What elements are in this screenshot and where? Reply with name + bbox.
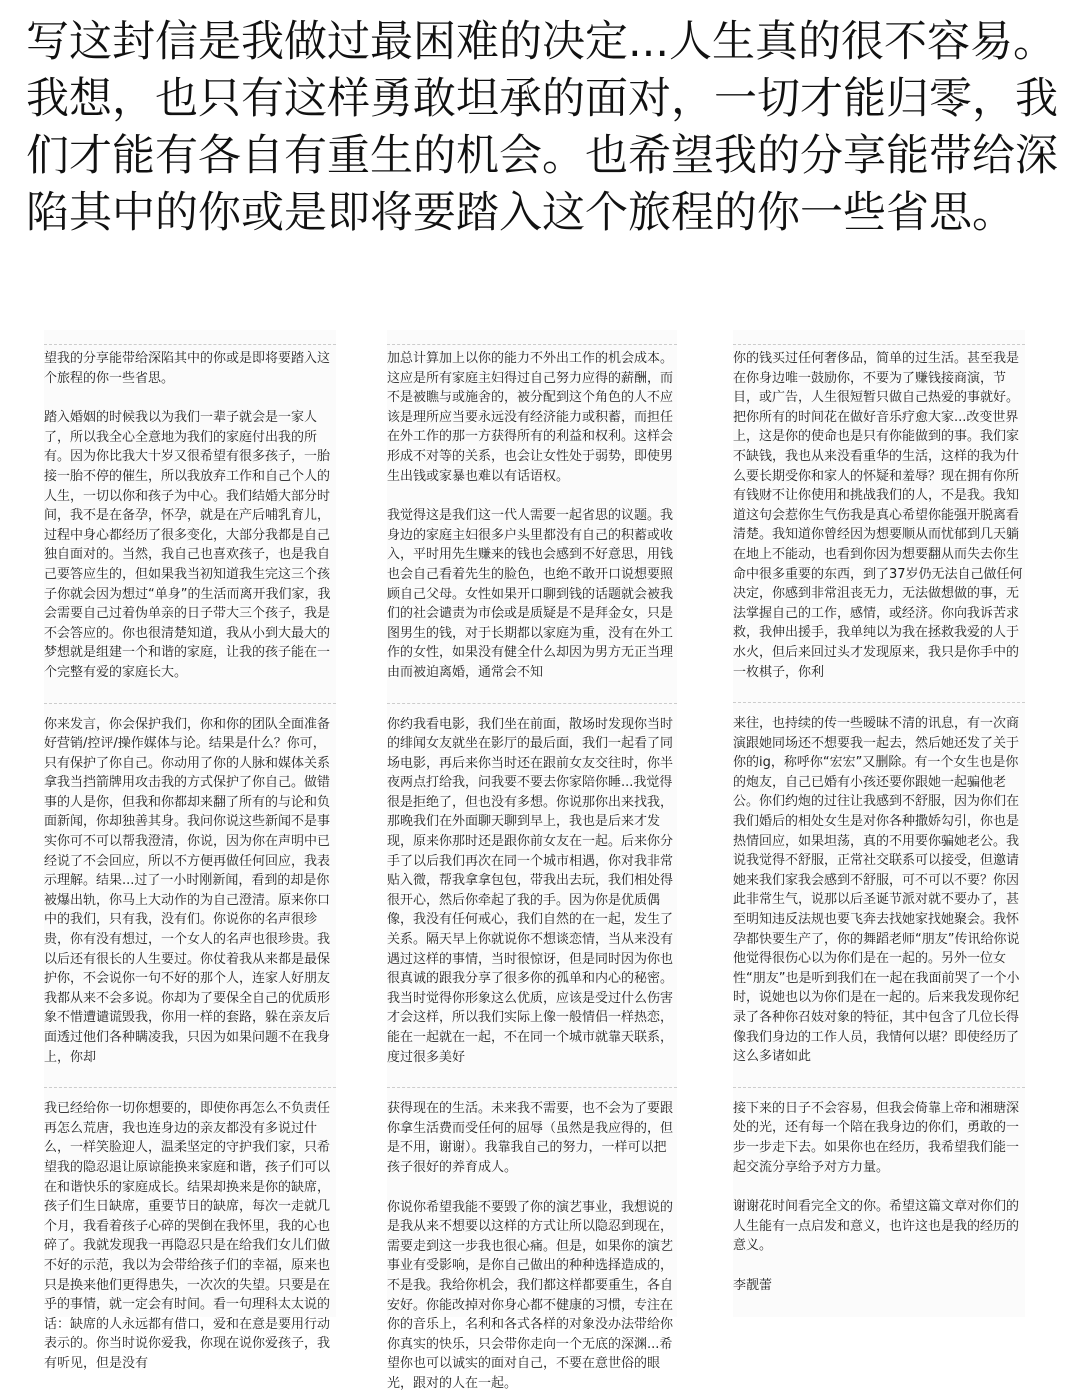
crop-divider (387, 1087, 677, 1089)
cropped-line-top (387, 330, 677, 345)
crop-divider (733, 702, 1025, 704)
column-paragraph: 加总计算加上以你的能力不外出工作的机会成本。这应是所有家庭主妇得过自己努力应得的薪酬，而不是被瞧与或施舍的，被分配到这个角色的人不应该是理所应当要永远没有经济能力或积蓄，而担任在外工作的那一方获得所有的利益和权利。这样会形成不对等的关系，也会让女性处于弱势，即使男生出钱或家暴也难以有话语权。 (387, 351, 674, 484)
letter-column-2 (387, 330, 677, 1391)
column-paragraph: 你来发言，你会保护我们，你和你的团队全面准备好营销/控评/操作媒体与论。结果是什么？你可，只有保护了你自己。你动用了你的人脉和媒体关系拿我当挡箭牌用攻击我的方式保护了你自己。做错事的人是你，但我和你都却来翻了所有的与论和负面新闻，你却独善其身。我问你说这些新闻不是事实你可不可以帮我澄清，你说，因为你在声明中已经说了不会回应，所以不方便再做任何回应，我表示理解。结果...过了一小时刚新闻，看到的却是你被爆出轨，你马上大动作的为自己澄清。原来你口中的我们，只有我，没有们。你说你的名声很珍贵，你有没有想过，一个女人的名声也很珍贵。我以后还有很长的人生要过。你仗着我从来都是最保护你，不会说你一句不好的那个人，连家人好朋友我都从来不会多说。你却为了要保全自己的优质形象不惜遭谴谎毁我，你用一样的套路，躲在亲友后面透过他们各种瞒凌我，只因为如果问题不在我身上，你却 (44, 716, 331, 1065)
signature: 李靓蕾 (733, 1277, 773, 1293)
column-paragraph: 你的钱买过任何奢侈品，简单的过生活。甚至我是在你身边唯一鼓励你，不要为了赚钱接商演，节目，或广告，人生很短暂只做自己热爱的事就好。把你所有的时间花在做好音乐疗愈大家...改变世界上，这是你的使命也是只有你能做到的事。我们家不缺钱，我也从来没看重华的生活，这样的我为什么要长期受你和家人的怀疑和羞辱？现在拥有你所有钱财不让你使用和挑战我们的人，不是我。我知道这句会惹你生气伤我是真心希望你能强开脱离看清楚。我知道你曾经因为想要顺从而忧郁到几天躺在地上不能动，也看到你因为想要翻从而失去你生命中很多重要的东西，到了37岁仍无法自己做任何决定，你感到非常沮丧无力，无法做想做的事，无法掌握自己的工作，感情，或经济。你向我诉苦求救，我伸出援手，我单纯以为我在拯救我爱的人于水火，但后来回过头才发现原来，我只是你手中的一枚棋子，你利 (733, 351, 1023, 680)
column-paragraph: 接下来的日子不会容易，但我会倚靠上帝和湘瑭深处的光，还有每一个陪在我身边的你们，勇敢的一步一步走下去。如果你也在经历，我希望我们能一起交流分享给予对方力量。 (733, 1100, 1020, 1175)
column-paragraph: 你约我看电影，我们坐在前面，散场时发现你当时的绯闻女友就坐在影厅的最后面，我们一起看了同场电影，再后来你当时还在跟前女友交往时，你半夜两点打给我，问我要不要去你家陪你睡...我觉得很是拒绝了，但也没有多想。你说那你出来找我，那晚我们在外面聊天聊到早上，我也是后来才发现，原来你那时还是跟你前女友在一起。后来你分手了以后我们再次在同一个城市相遇，你对我非常贴入微，帮我拿拿包包，带我出去玩，我们相处得很开心，然后你牵起了我的手。因为你是优质偶像，我没有任何戒心，我们自然的在一起，发生了关系。隔天早上你就说你不想谈恋情，当从来没有遇过这样的事情，当时很惊讶，但是同时因为你也很真诚的跟我分享了很多你的孤单和内心的秘密。我当时觉得你形象这么优质，应该是受过什么伤害才会这样，所以我们实际上像一般情侣一样热恋，能在一起就在一起，不在同一个城市就靠天联系，度过很多美好 (387, 716, 674, 1065)
column-paragraph: 踏入婚姻的时候我以为我们一辈子就会是一家人了，所以我全心全意地为我们的家庭付出我的所有。因为你比我大十岁又很希望有很多孩子，一胎接一胎不停的催生，所以我放弃工作和自己个人的人生，一切以你和孩子为中心。我们结婚大部分时间，我不是在备孕，怀孕，就是在产后哺乳育儿，过程中身心都经历了很多变化，大部分我都是自己独自面对的。当然，我自己也喜欢孩子，也是我自己要答应生的，但如果我当初知道我生完这三个孩子你就会因为想过“单身”的生活而离开我们家，我会需要自己过着伪单亲的日子带大三个孩子，我是不会答应的。你也很清楚知道，我从小到大最大的梦想就是组建一个和谐的家庭，让我的孩子能在一个完整有爱的家庭长大。 (44, 410, 331, 680)
column-paragraph: 获得现在的生活。未来我不需要，也不会为了要跟你拿生活费而受任何的屈辱（虽然是我应得的，但是不用，谢谢）。我靠我自己的努力，一样可以把孩子很好的养育成人。 (387, 1101, 674, 1175)
column-paragraph: 来往，也持续的传一些暧昧不清的讯息，有一次商演跟她同场还不想要我一起去，然后她还发了关于你的ig，称呼你“宏宏”又删除。有一个女生也是你的炮友，自己已婚有小孩还要你跟她一起骗他老公。你们约炮的过往让我感到不舒服，因为你们在我们婚后的相处女生是对你各种撒娇勾引，你也是热情回应，如果坦荡，真的不用要你骗她老公。我说我觉得不舒服，正常社交联系可以接受，但邀请她来我们家我会感到不舒服，可不可以不要？你因此非常生气，说那以后圣诞节派对就不要办了，甚至明知违反法规也要飞奔去找她家找她聚会。我怀孕都快要生产了，你的舞蹈老师“朋友”传讯给你说他觉得很伤心以为你们是在一起的。另外一位女性“朋友”也是听到我们在一起在我面前哭了一个小时，说她也以为你们是在一起的。后来我发现你纪录了各种你召妓对象的特征，其中包含了几位长得像我们身边的工作人员，我情何以堪？即使经历了这么多诸如此 (733, 716, 1020, 1065)
letter-column-3 (733, 330, 1025, 1317)
header-quote: 写这封信是我做过最困难的决定...人生真的很不容易。我想，也只有这样勇敢坦承的面对，一切才能归零，我们才能有各自有重生的机会。也希望我的分享能带给深陷其中的你或是即将要踏入这个旅程的你一些省思。 (26, 17, 1058, 238)
cropped-line-top (733, 330, 1025, 345)
column-paragraph: 我觉得这是我们这一代人需要一起省思的议题。我身边的家庭主妇很多户头里都没有自己的积蓄或收入，平时用先生赚来的钱也会感到不好意思，用钱也会自己看着先生的脸色，也绝不敢开口说想要照顾自己父母。女性如果开口聊到钱的话题就会被我们的社会谴责为市侩或是质疑是不是拜金女，只是图男生的钱，对于长期都以家庭为重，没有在外工作的女性，如果没有健全什么却因为男方无正当理由而被迫离婚，通常会不知 (387, 508, 674, 680)
crop-divider (733, 1087, 1025, 1089)
column-paragraph: 望我的分享能带给深陷其中的你或是即将要踏入这个旅程的你一些省思。 (44, 351, 331, 386)
column-paragraph: 谢谢花时间看完全文的你。希望这篇文章对你们的人生能有一点启发和意义，也许这也是我的经历的意义。 (733, 1199, 1020, 1254)
crop-divider (44, 703, 336, 705)
column-paragraph: 我已经给你一切你想要的，即使你再怎么不负责任再怎么荒唐，我也连身边的亲友都没有多说过什么，一样笑脸迎人，温柔坚定的守护我们家，只希望我的隐忍退让原谅能换来家庭和谐，孩子们可以在和谐快乐的家庭成长。结果却换来是你的缺席，孩子们生日缺席，重要节日的缺席，每次一走就几个月，我看着孩子心碎的哭倒在我怀里，我的心也碎了。我就发现我一再隐忍只是在给我们女儿们做不好的示范，我以为会带给孩子们的幸福，原来也只是换来他们更得患失，一次次的失望。只要是在乎的事情，就一定会有时间。看一句理科太太说的话：缺席的人永远都有借口，爱和在意是要用行动表示的。你当时说你爱我，你现在说你爱孩子，我有听见，但是没有 (44, 1101, 331, 1371)
crop-divider (44, 1087, 336, 1089)
column-paragraph: 你说你希望我能不要毁了你的演艺事业，我想说的是我从来不想要以这样的方式让所以隐忍到现在，需要走到这一步我也很心痛。但是，如果你的演艺事业有受影响，是你自己做出的种种选择造成的，不是我。我给你机会，我们都这样都要重生，各自安好。你能改掉对你身心都不健康的习惯，专注在你的音乐上，名利和各式各样的对象没办法带给你你真实的快乐，只会带你走向一个无底的深渊...希望你也可以诚实的面对自己，不要在意世俗的眼光，跟对的人在一起。 (387, 1199, 674, 1391)
crop-divider (387, 703, 677, 705)
letter-column-1 (44, 330, 336, 1371)
cropped-line-top (44, 330, 336, 345)
